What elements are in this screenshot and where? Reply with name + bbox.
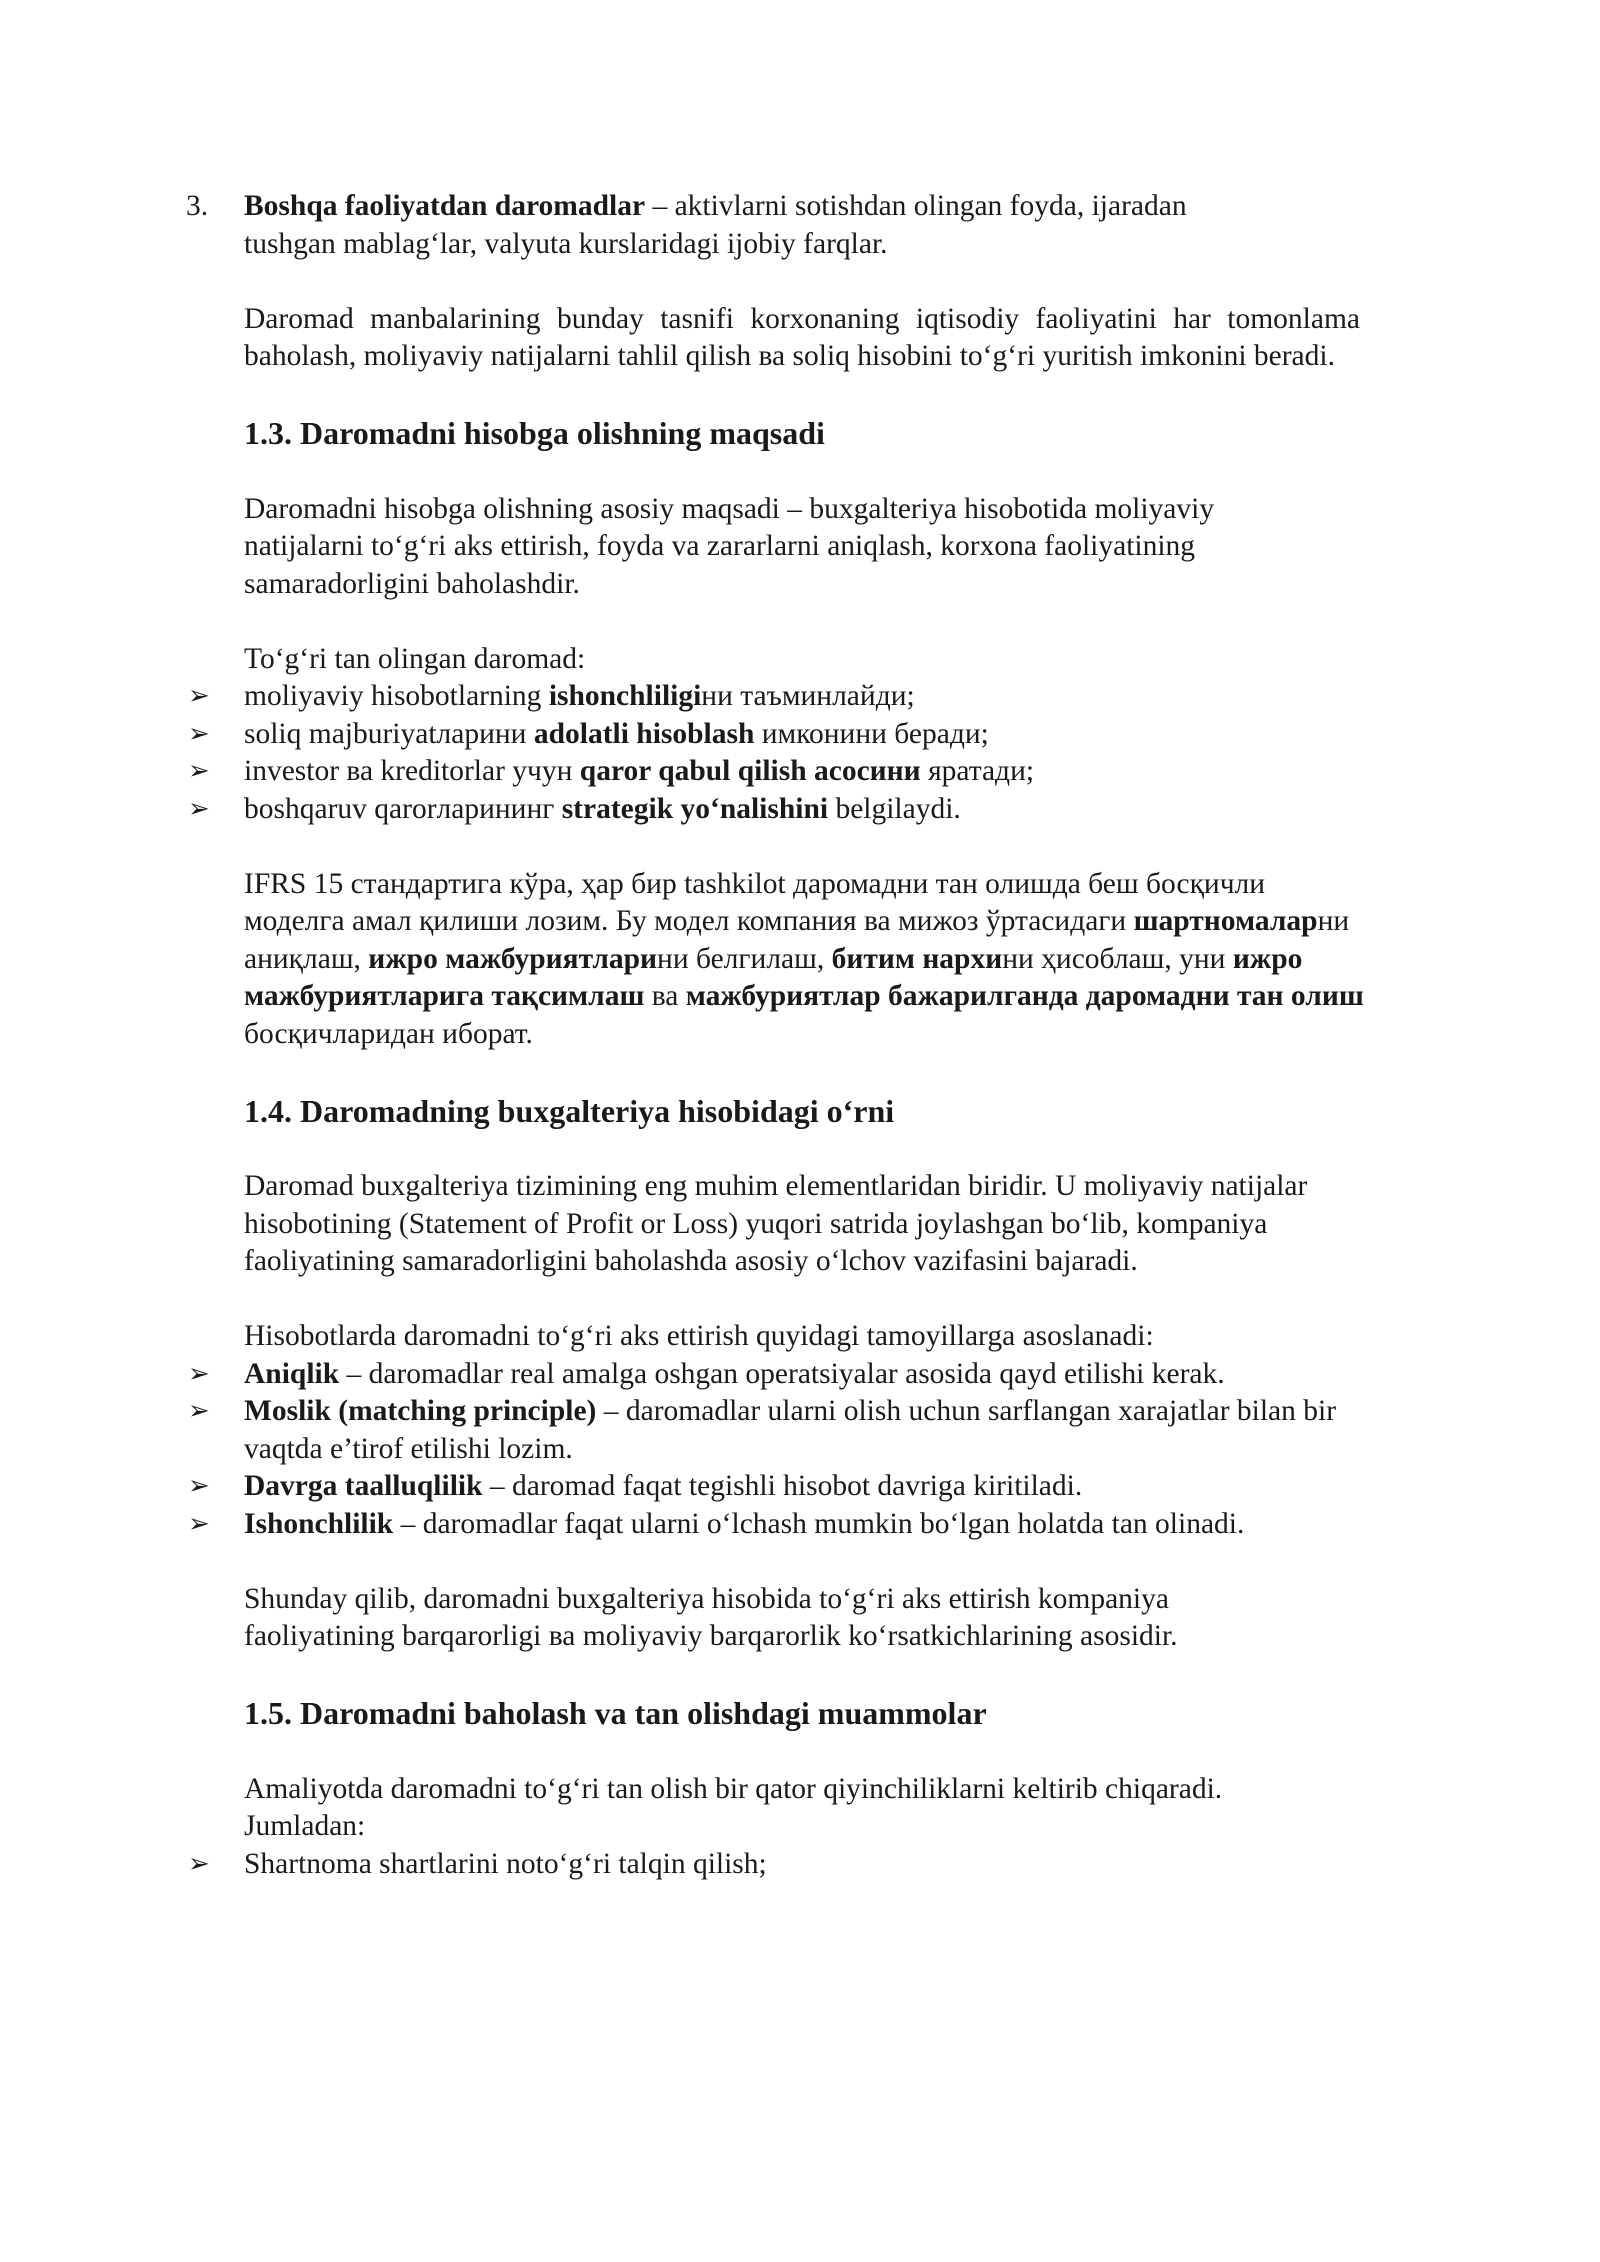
item-text: ни таъминлайди; — [701, 680, 915, 712]
item-emphasis: ishonchliligi — [548, 680, 702, 712]
ifrs-paragraph — [244, 866, 1364, 1054]
item-title: Boshqa faoliyatdan daromadlar — [244, 190, 646, 222]
arrowhead-bullet-icon: ➢ — [188, 1358, 210, 1389]
arrowhead-bullet-icon: ➢ — [188, 1396, 210, 1426]
section-1-4-conclusion: Shunday qilib, daromadni buxgalteriya hisobida to‘g‘ri aks ettirish kompaniya faoliyatining barqarorligi ва moliyaviy barqarorlik ko‘rsatkichlarining asosidir. — [244, 1582, 1178, 1652]
page-content — [186, 188, 1364, 1883]
ifrs-text: ни аниқлаш, — [244, 905, 1350, 975]
list-item — [188, 1356, 1354, 1394]
item-text: soliq majburiyatларини — [244, 717, 534, 750]
list-item — [188, 791, 1360, 829]
list-item — [188, 1846, 1360, 1884]
principle-name: Moslik (matching principle) — [244, 1395, 597, 1427]
ifrs-text: ни белгилаш, — [657, 942, 832, 975]
list-item — [188, 716, 1360, 754]
arrowhead-bullet-icon: ➢ — [188, 756, 210, 786]
numbered-item-3 — [186, 188, 1284, 263]
principle-text: – daromadlar faqat ularni o‘lchash mumkin bo‘lgan holatda tan olinadi. — [393, 1507, 1245, 1540]
arrowhead-bullet-icon: ➢ — [188, 718, 210, 749]
ifrs-emphasis: битим нархи — [831, 942, 1003, 975]
principle-text: – daromadlar ularni olish uchun sarflangan xarajatlar bilan bir vaqtda e’tirof etilishi lozim. — [244, 1395, 1337, 1465]
item-text: имконини беради; — [754, 717, 989, 750]
list-item — [188, 1506, 1354, 1544]
ifrs-emphasis: ижро мажбуриятлари — [368, 942, 658, 975]
list-item — [188, 753, 1360, 791]
arrowhead-bullet-icon: ➢ — [188, 1471, 210, 1501]
item-text: belgilaydi. — [828, 792, 961, 825]
item-text: investor ва kreditorlar учун — [244, 755, 580, 787]
section-1-4-intro: Hisobotlarda daromadni to‘g‘ri aks ettirish quyidagi tamoyillarga asoslanadi: — [244, 1320, 1154, 1352]
arrowhead-bullet-icon: ➢ — [188, 793, 210, 824]
ifrs-emphasis: ижро мажбуриятларига тақсимлаш — [244, 942, 1303, 1012]
ifrs-text: ни ҳисоблаш, уни — [1002, 942, 1233, 975]
section-1-3-paragraph: Daromadni hisobga olishning asosiy maqsadi – buxgalteriya hisobotida moliyaviy natijalarni to‘g‘ri aks ettirish, foyda va zararlarni aniqlash, korxona faoliyatining samaradorligini baholashdir. — [244, 492, 1215, 600]
principle-name: Aniqlik — [244, 1357, 340, 1390]
item-text: moliyaviy hisobotlarning — [244, 680, 549, 712]
section-heading-1-4: 1.4. Daromadning buxgalteriya hisobidagi o‘rni — [244, 1092, 895, 1129]
principle-text: – daromad faqat tegishli hisobot davriga kiritiladi. — [482, 1470, 1083, 1502]
item-emphasis: adolatli hisoblash — [533, 717, 755, 750]
principle-text: – daromadlar real amalga oshgan operatsiyalar asosida qayd etilishi kerak. — [339, 1357, 1225, 1390]
item-emphasis: strategik yo‘nalishini — [561, 792, 829, 825]
principles-list — [188, 1356, 1354, 1544]
item-number: 3. — [186, 190, 209, 222]
principle-name: Davrga taalluqlilik — [244, 1470, 483, 1502]
ifrs-emphasis: мажбуриятлар бажарилганда даромадни тан олиш — [685, 980, 1364, 1012]
problems-list — [188, 1846, 1360, 1884]
section-heading-1-5: 1.5. Daromadni baholash va tan olishdagi muammolar — [244, 1695, 987, 1731]
section-1-4-paragraph: Daromad buxgalteriya tizimining eng muhim elementlaridan biridir. U moliyaviy natijalar hisobotining (Statement of Profit or Loss) yuqori satrida joylashgan bo‘lib, kompaniya faoliyatining samaradorligini baholashda asosiy o‘lchov vazifasini bajaradi. — [244, 1170, 1308, 1277]
item-text: яратади; — [920, 755, 1035, 787]
section-1-3-intro: To‘g‘ri tan olingan daromad: — [244, 642, 586, 675]
item-text: Shartnoma shartlarini noto‘g‘ri talqin qilish; — [244, 1847, 767, 1880]
section-1-5-paragraph: Amaliyotda daromadni to‘g‘ri tan olish bir qator qiyinchiliklarni keltirib chiqaradi. Jumladan: — [244, 1772, 1223, 1842]
ifrs-emphasis: шартномалар — [1133, 905, 1318, 937]
arrowhead-bullet-icon: ➢ — [188, 1508, 210, 1539]
ifrs-text: ва — [644, 980, 686, 1012]
item-text: boshqaruv qarorларининг — [244, 792, 562, 825]
list-item — [188, 678, 1360, 716]
list-item — [188, 1393, 1354, 1468]
section-heading-1-3: 1.3. Daromadni hisobga olishning maqsadi — [244, 415, 825, 451]
section-1-3-list — [188, 678, 1360, 828]
principle-name: Ishonchlilik — [244, 1507, 394, 1540]
item-text: – aktivlarni sotishdan olingan foyda, ijaradan tushgan mablag‘lar, valyuta kurslaridagi ijobiy farqlar. — [244, 190, 1187, 260]
list-item — [188, 1468, 1354, 1506]
arrowhead-bullet-icon: ➢ — [188, 1848, 210, 1879]
arrowhead-bullet-icon: ➢ — [188, 681, 210, 711]
item-emphasis: qaror qabul qilish асосини — [579, 755, 921, 787]
ifrs-text: босқичларидан иборат. — [244, 1017, 533, 1050]
ifrs-text: IFRS 15 стандартига кўра, ҳар бир tashkilot даромадни тан олишда беш босқичли моделга амал қилиши лозим. Бу модел компания ва мижоз ўртасидаги — [244, 867, 1266, 937]
classification-paragraph: Daromad manbalarining bunday tasnifi korxonaning iqtisodiy faoliyatini har tomonlama baholash, moliyaviy natijalarni tahlil qilish ва soliq hisobini to‘g‘ri yuritish imkonini beradi. — [244, 302, 1360, 372]
